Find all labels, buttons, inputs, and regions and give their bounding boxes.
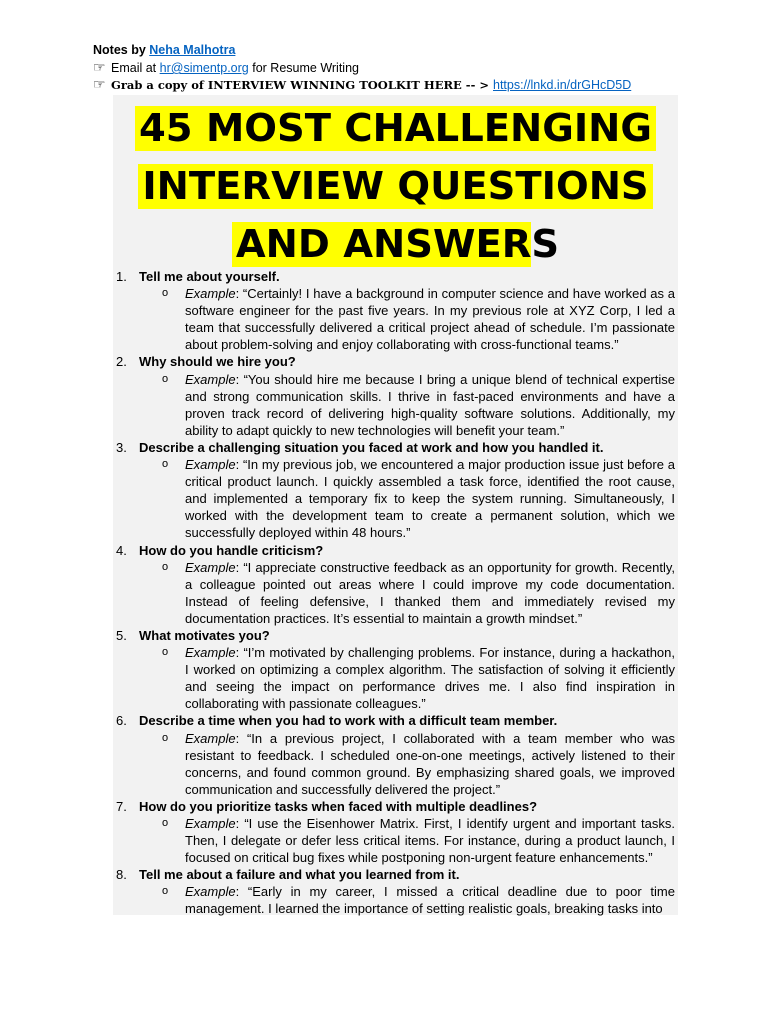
question-heading <box>113 542 675 559</box>
answer-body: : “You should hire me because I bring a unique blend of technical expertise and strong communication skills. I thrive in fast-paced environments and have a proven track record of delivering high-quality software solutions. Additionally, my ability to adapt quickly to new technologies will benefit your team.” <box>185 371 675 438</box>
question-number: 5. <box>116 627 127 643</box>
pointing-hand-icon: ☞ <box>93 76 106 92</box>
answer-body: : “Certainly! I have a background in computer science and have worked as a software engineer for the past five years. In my previous role at XYZ Corp, I led a team that successfully delivered a critical project ahead of schedule. I’m passionate about problem-solving and enjoy collaborating with cross-functional teams.” <box>185 286 675 353</box>
answer-text <box>113 371 675 439</box>
question-text: How do you handle criticism? <box>139 542 324 558</box>
example-label: Example <box>185 286 236 302</box>
question-item <box>113 353 675 438</box>
question-item <box>113 268 675 353</box>
question-number: 6. <box>116 713 127 729</box>
email-line <box>93 59 631 76</box>
question-item <box>113 712 675 797</box>
example-label: Example <box>185 559 236 575</box>
circle-bullet-icon: o <box>162 817 169 829</box>
question-heading <box>113 798 675 815</box>
example-label: Example <box>185 371 236 387</box>
answer-text <box>113 644 675 712</box>
question-list <box>113 268 675 918</box>
question-heading <box>113 268 675 285</box>
answer-body: : “I appreciate constructive feedback as an opportunity for growth. Recently, a colleague pointed out areas where I could improve my code documentation. Instead of feeling defensive, I thanked them and immediately revised my documentation practices. It’s essential to maintain a growth mindset.” <box>185 559 675 626</box>
toolkit-link[interactable]: https://lnkd.in/drGHcD5D <box>493 78 632 92</box>
question-item <box>113 866 675 917</box>
author-link[interactable]: Neha Malhotra <box>149 43 236 57</box>
example-label: Example <box>185 645 236 661</box>
example-label: Example <box>185 457 236 473</box>
answer-text <box>113 456 675 541</box>
toolkit-line <box>93 76 631 93</box>
question-text: Describe a challenging situation you faced at work and how you handled it. <box>139 439 604 455</box>
question-text: Describe a time when you had to work with a difficult team member. <box>139 713 558 729</box>
answer-body: : “Early in my career, I missed a critical deadline due to poor time management. I learned the importance of setting realistic goals, breaking tasks into <box>185 884 675 917</box>
question-heading <box>113 866 675 883</box>
circle-bullet-icon: o <box>162 372 169 385</box>
circle-bullet-icon: o <box>162 560 169 573</box>
circle-bullet-icon: o <box>162 885 169 898</box>
title-line-3: AND ANSWER <box>232 222 532 267</box>
question-number: 7. <box>116 798 127 814</box>
question-text: Tell me about yourself. <box>139 269 280 284</box>
example-label: Example <box>185 730 236 746</box>
question-text: What motivates you? <box>139 627 270 643</box>
title-line-3-tail: S <box>531 222 560 267</box>
answer-body: : “I use the Eisenhower Matrix. First, I identify urgent and important tasks. Then, I delegate or defer less critical items. For instance, during a product launch, I focused on critical bug fixes while postponing non-urgent feature enhancements.” <box>185 816 675 866</box>
document-header <box>93 42 631 93</box>
question-text: Tell me about a failure and what you learned from it. <box>139 867 460 883</box>
pointing-hand-icon: ☞ <box>93 59 106 75</box>
circle-bullet-icon: o <box>162 458 169 471</box>
question-number: 2. <box>116 354 127 370</box>
email-prefix: Email at <box>111 61 160 75</box>
answer-text <box>113 815 675 866</box>
question-heading <box>113 353 675 370</box>
notes-prefix: Notes by <box>93 43 150 57</box>
email-suffix: for Resume Writing <box>248 61 359 75</box>
notes-by-line <box>93 42 631 59</box>
question-number: 3. <box>116 439 127 455</box>
answer-text <box>113 883 675 917</box>
question-item <box>113 798 675 866</box>
answer-body: : “In a previous project, I collaborated with a team member who was resistant to feedback. I scheduled one-on-one meetings, actively listened to their concerns, and found common ground. By emphasizing shared goals, we improved communication and successfully delivered the project.” <box>185 730 675 797</box>
question-item <box>113 542 675 627</box>
question-heading <box>113 627 675 644</box>
example-label: Example <box>185 884 236 900</box>
circle-bullet-icon: o <box>162 287 169 300</box>
question-text: How do you prioritize tasks when faced with multiple deadlines? <box>139 798 538 814</box>
example-label: Example <box>185 816 236 831</box>
question-heading <box>113 712 675 729</box>
toolkit-text: Grab a copy of INTERVIEW WINNING TOOLKIT HERE -- > <box>111 78 493 92</box>
question-number: 4. <box>116 542 127 558</box>
title-line-1: 45 MOST CHALLENGING <box>135 106 656 151</box>
question-text: Why should we hire you? <box>139 354 296 370</box>
question-item <box>113 439 675 542</box>
question-number: 1. <box>116 269 127 284</box>
question-item <box>113 627 675 712</box>
question-number: 8. <box>116 867 127 883</box>
answer-text <box>113 730 675 798</box>
circle-bullet-icon: o <box>162 646 169 659</box>
answer-body: : “In my previous job, we encountered a major production issue just before a critical product launch. I quickly assembled a task force, identified the root cause, and implemented a temporary fix to keep the system running. Simultaneously, I worked with the development team to create a permanent solution, which we successfully deployed within 48 hours.” <box>185 457 675 541</box>
email-link[interactable]: hr@simentp.org <box>159 61 249 75</box>
question-heading <box>113 439 675 456</box>
answer-text <box>113 559 675 627</box>
answer-body: : “I’m motivated by challenging problems. For instance, during a hackathon, I worked on optimizing a complex algorithm. The satisfaction of solving it efficiently and seeing the impact on performance drives me. I also find inspiration in collaborating with passionate colleagues.” <box>185 645 675 712</box>
page-title <box>113 100 678 274</box>
title-line-2: INTERVIEW QUESTIONS <box>138 164 652 209</box>
circle-bullet-icon: o <box>162 731 169 744</box>
answer-text <box>113 285 675 353</box>
